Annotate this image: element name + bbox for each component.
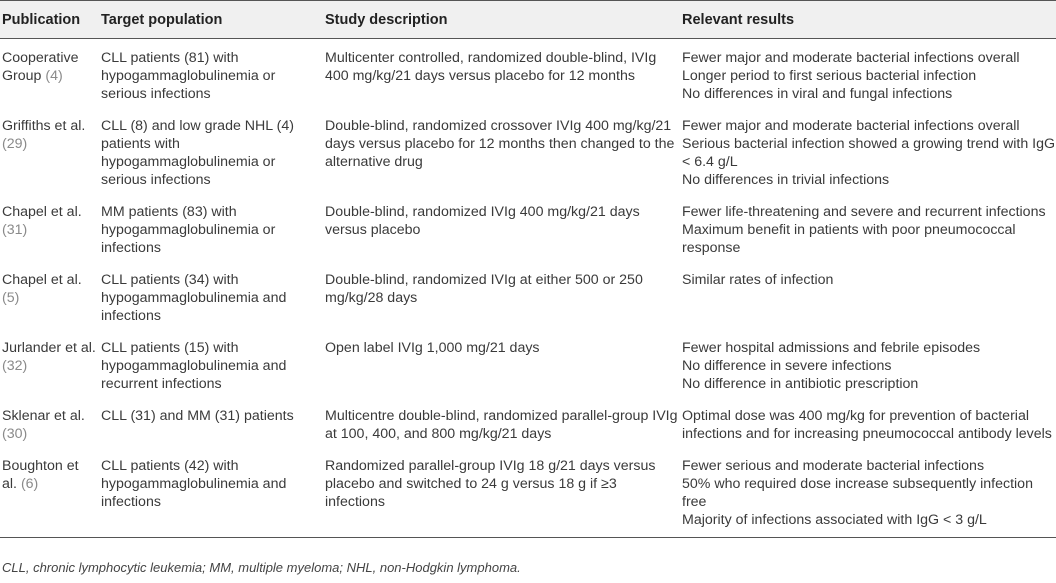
target-population-cell: CLL patients (34) with hypogammaglobulinemia and infections <box>101 272 287 324</box>
study-description-cell: Multicentre double-blind, randomized parallel-group IVIg at 100, 400, and 800 mg/kg/21 days <box>325 408 678 442</box>
result-line: Optimal dose was 400 mg/kg for prevention of bacterial infections and for increasing pneumococcal antibody levels <box>682 408 1052 442</box>
study-description-cell: Double-blind, randomized crossover IVIg 400 mg/kg/21 days versus placebo for 12 months then changed to the alternative drug <box>325 118 675 170</box>
reference-link[interactable]: (32) <box>2 358 28 374</box>
header-target-population: Target population <box>97 1 321 39</box>
publication-cell <box>0 39 97 108</box>
header-publication: Publication <box>0 1 97 39</box>
publication-cell <box>0 397 97 447</box>
target-population-cell: CLL (8) and low grade NHL (4) patients with hypogammaglobulinemia or serious infections <box>101 118 294 188</box>
relevant-results-cell <box>678 261 1056 329</box>
table-row <box>0 39 1056 108</box>
table-row <box>0 107 1056 193</box>
relevant-results-cell <box>678 193 1056 261</box>
relevant-results-cell <box>678 447 1056 538</box>
target-population-cell: CLL patients (42) with hypogammaglobulinemia and infections <box>97 447 321 538</box>
publication-name: Griffiths et al. <box>2 118 86 134</box>
relevant-results-cell <box>678 397 1056 447</box>
study-description-cell: Randomized parallel-group IVIg 18 g/21 days versus placebo and switched to 24 g versus 18 g if ≥3 infections <box>321 447 678 538</box>
result-line: 50% who required dose increase subsequently infection free <box>682 476 1033 510</box>
table-row <box>0 397 1056 447</box>
target-population-cell: CLL patients (81) with hypogammaglobulinemia or serious infections <box>101 50 276 102</box>
result-line: Longer period to first serious bacterial infection <box>682 68 977 84</box>
reference-link[interactable]: (6) <box>20 476 39 492</box>
publication-name: Jurlander et al. <box>2 340 96 356</box>
study-description-cell: Open label IVIg 1,000 mg/21 days <box>325 340 540 356</box>
result-line: Fewer hospital admissions and febrile episodes <box>682 340 981 356</box>
reference-link[interactable]: (31) <box>2 222 28 238</box>
table-row <box>0 261 1056 329</box>
publication-cell <box>0 261 97 329</box>
result-line: No differences in viral and fungal infections <box>682 86 953 102</box>
publication-cell <box>0 193 97 261</box>
result-line: No differences in trivial infections <box>682 172 890 188</box>
reference-link[interactable]: (29) <box>2 136 28 152</box>
publication-name: Cooperative Group <box>2 50 79 84</box>
reference-link[interactable]: (30) <box>2 426 28 442</box>
result-line: Fewer life-threatening and severe and recurrent infections <box>682 204 1046 220</box>
result-line: Fewer major and moderate bacterial infections overall <box>682 118 1020 134</box>
table-row <box>0 447 1056 538</box>
header-relevant-results: Relevant results <box>678 1 1056 39</box>
publication-cell <box>0 329 97 397</box>
reference-link[interactable]: (5) <box>2 290 20 306</box>
table-row <box>0 193 1056 261</box>
result-line: Fewer major and moderate bacterial infections overall <box>682 50 1020 66</box>
publication-name: Chapel et al. <box>2 204 82 220</box>
target-population-cell: CLL (31) and MM (31) patients <box>101 408 294 424</box>
result-line: No difference in antibiotic prescription <box>682 376 919 392</box>
publication-cell <box>0 447 97 538</box>
study-description-cell: Multicenter controlled, randomized double-blind, IVIg 400 mg/kg/21 days versus placebo for 12 months <box>325 50 657 84</box>
table-header <box>0 1 1056 39</box>
table-footnote: CLL, chronic lymphocytic leukemia; MM, multiple myeloma; NHL, non-Hodgkin lymphoma. <box>2 560 521 575</box>
target-population-cell: MM patients (83) with hypogammaglobulinemia or infections <box>101 204 276 256</box>
study-description-cell: Double-blind, randomized IVIg 400 mg/kg/21 days versus placebo <box>325 204 640 238</box>
publication-name: Boughton et al. <box>2 458 79 492</box>
relevant-results-cell <box>678 39 1056 108</box>
result-line: No difference in severe infections <box>682 358 892 374</box>
result-line: Serious bacterial infection showed a growing trend with IgG < 6.4 g/L <box>682 136 1056 170</box>
relevant-results-cell <box>678 107 1056 193</box>
table-body <box>0 39 1056 538</box>
study-description-cell: Double-blind, randomized IVIg at either 500 or 250 mg/kg/28 days <box>325 272 643 306</box>
target-population-cell: CLL patients (15) with hypogammaglobulinemia and recurrent infections <box>101 340 287 392</box>
publication-name: Sklenar et al. <box>2 408 85 424</box>
result-line: Majority of infections associated with IgG < 3 g/L <box>682 512 987 528</box>
result-line: Similar rates of infection <box>682 272 834 288</box>
publication-cell <box>0 107 97 193</box>
relevant-results-cell <box>678 329 1056 397</box>
result-line: Fewer serious and moderate bacterial infections <box>682 458 985 474</box>
result-line: Maximum benefit in patients with poor pneumococcal response <box>682 222 1016 256</box>
header-study-description: Study description <box>321 1 678 39</box>
reference-link[interactable]: (4) <box>45 68 63 84</box>
publication-name: Chapel et al. <box>2 272 82 288</box>
table-row <box>0 329 1056 397</box>
